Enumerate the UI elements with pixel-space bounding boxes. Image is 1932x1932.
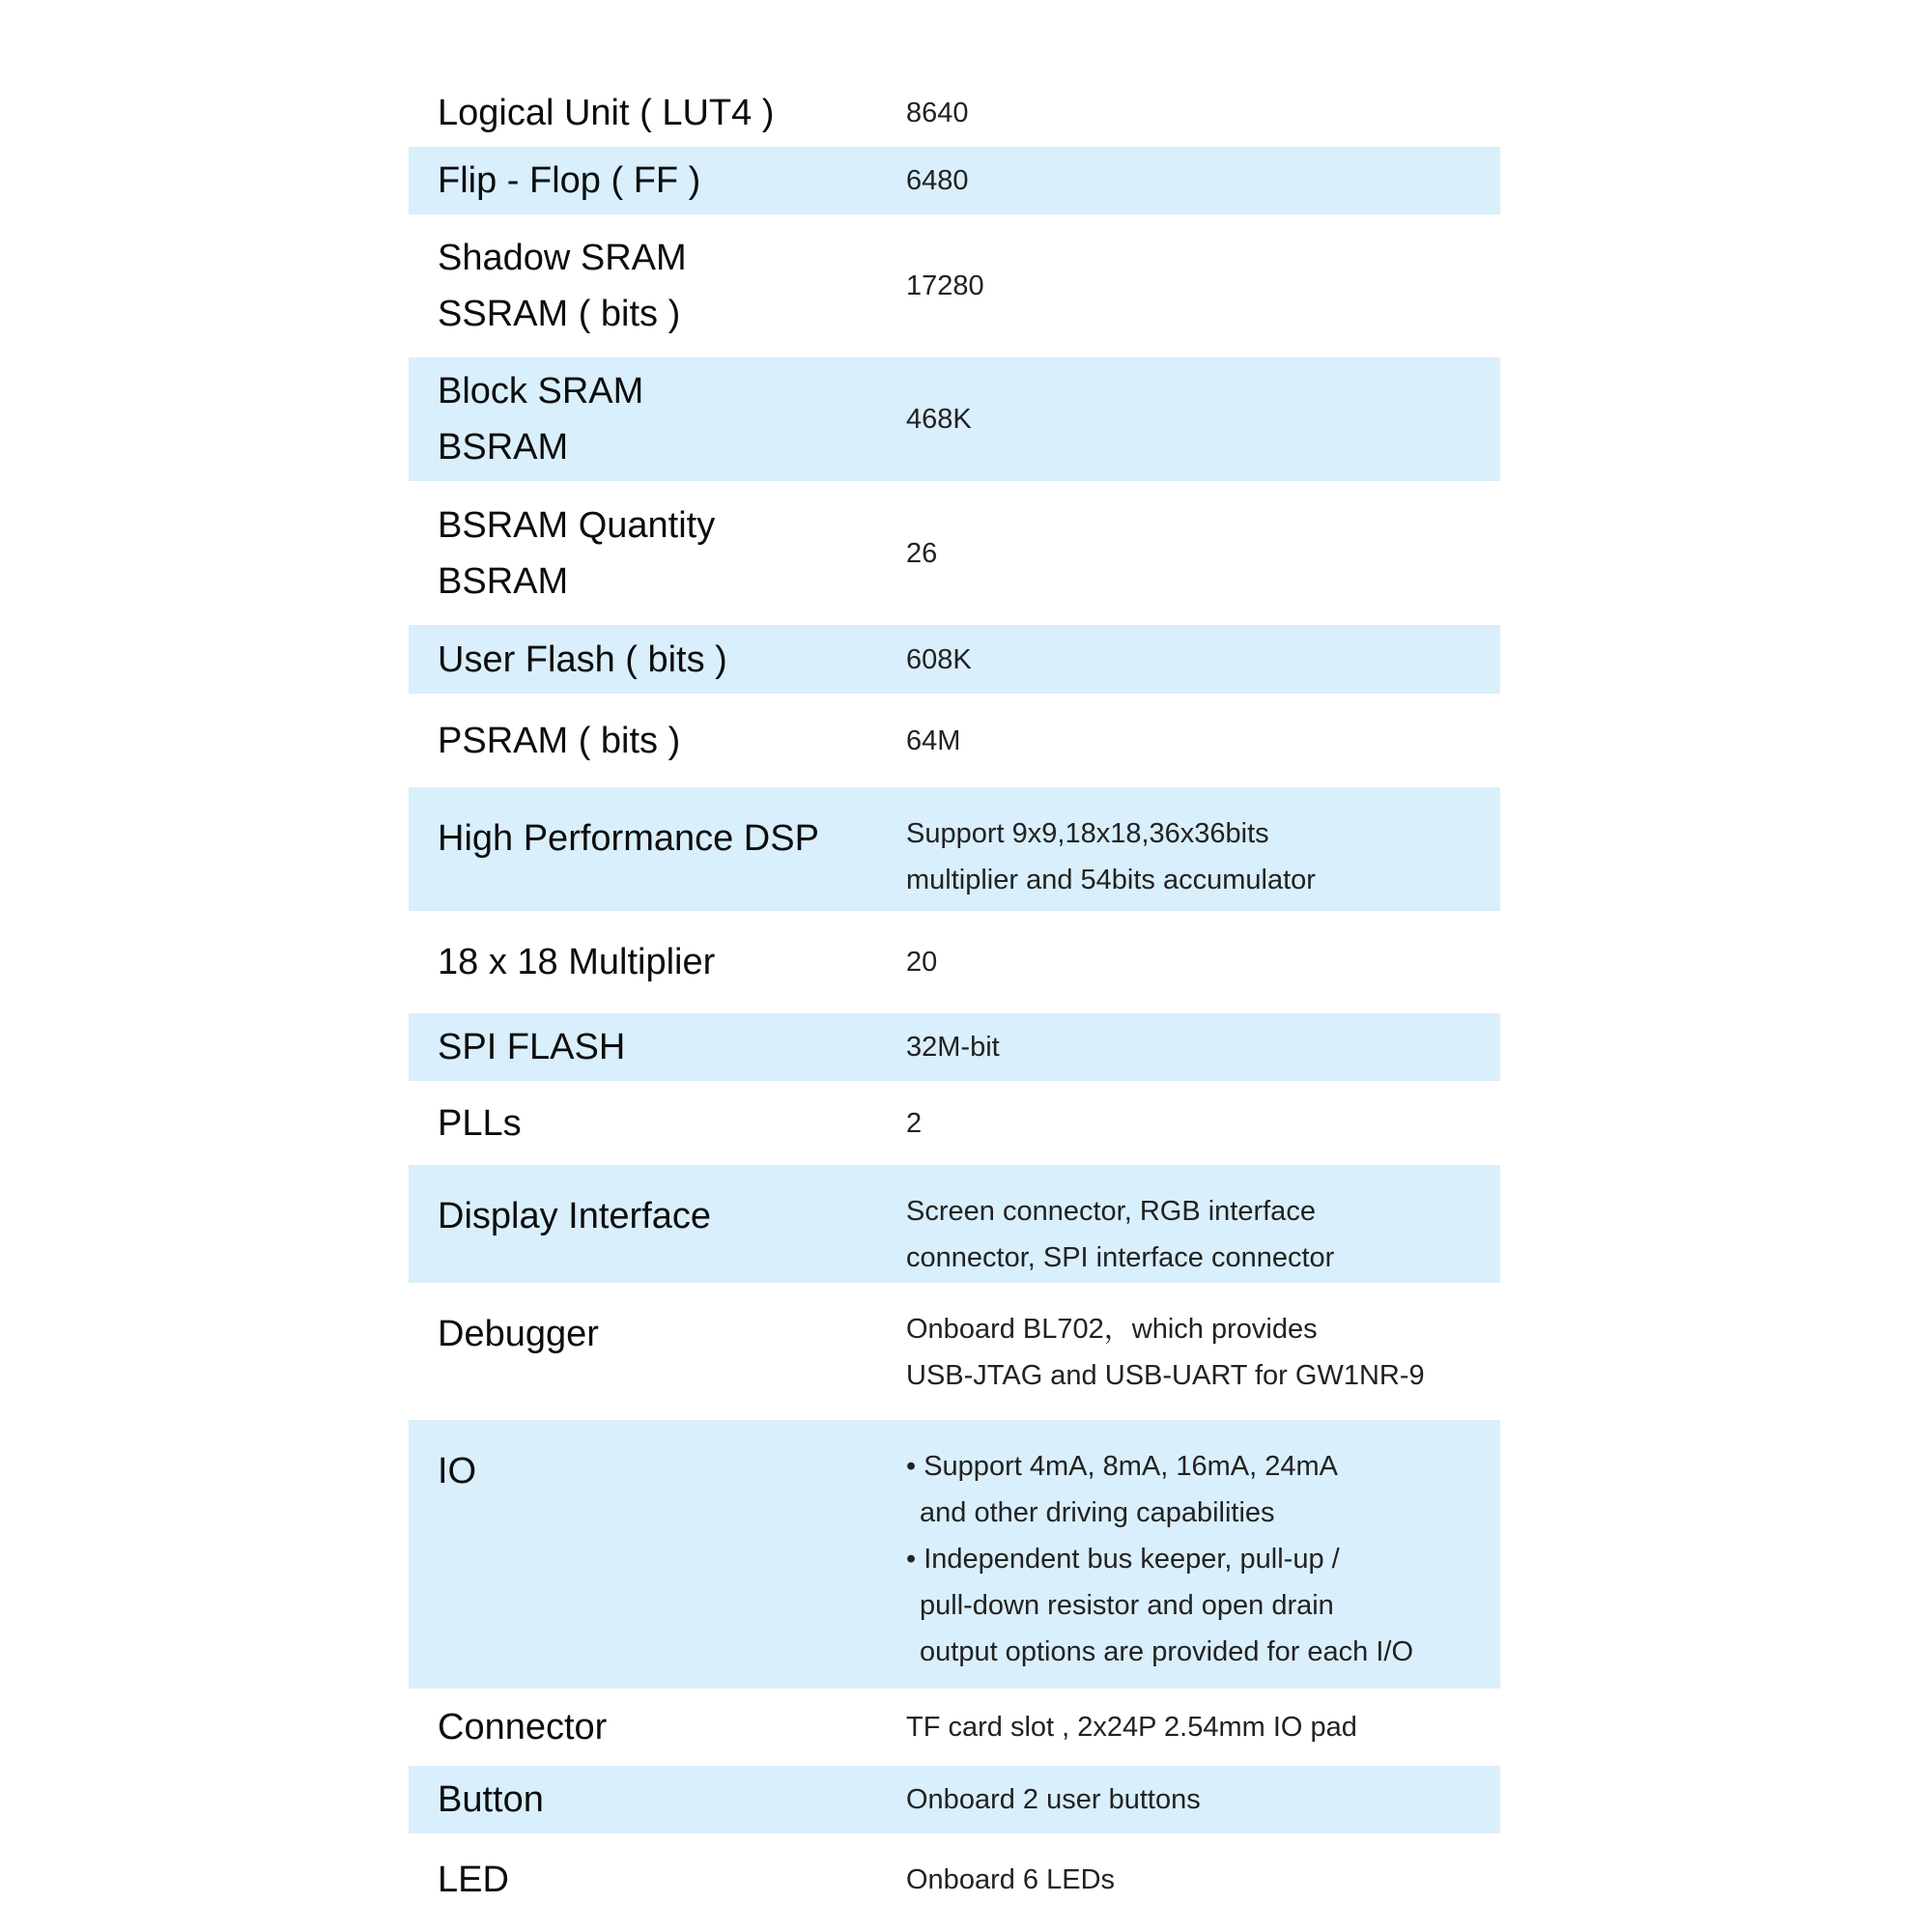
spec-value: 608K <box>906 643 972 675</box>
spec-label: Shadow SRAM SSRAM ( bits ) <box>438 238 687 334</box>
spec-label: PLLs <box>438 1102 522 1144</box>
spec-row-debugger <box>409 1283 1500 1420</box>
spec-value: Onboard 2 user buttons <box>906 1784 1201 1815</box>
spec-label: Debugger <box>438 1314 599 1354</box>
spec-value: Support 9x9,18x18,36x36bits multiplier and 54bits accumulator <box>906 818 1316 895</box>
spec-value: • Support 4mA, 8mA, 16mA, 24mA and other driving capabilities • Independent bus keeper, pull-up / pull-down resistor and open drain output options are provided for each I/O <box>906 1451 1414 1667</box>
spec-label: 18 x 18 Multiplier <box>438 942 716 982</box>
spec-label: Block SRAM BSRAM <box>438 371 644 468</box>
spec-row-flip-flop <box>409 147 1500 214</box>
spec-value: 8640 <box>906 98 969 128</box>
spec-row-io <box>409 1420 1500 1689</box>
spec-value: 32M-bit <box>906 1032 1000 1063</box>
spec-row-psram <box>409 694 1500 787</box>
spec-value: 64M <box>906 724 961 756</box>
spec-label: User Flash ( bits ) <box>438 639 727 680</box>
spec-value: Onboard BL702，which provides USB-JTAG and USB-UART for GW1NR-9 <box>906 1314 1425 1391</box>
spec-label: IO <box>438 1451 477 1492</box>
spec-value: 26 <box>906 537 938 569</box>
spec-value: 468K <box>906 404 972 435</box>
spec-label: Display Interface <box>438 1196 712 1236</box>
spec-row-led <box>409 1833 1500 1926</box>
spec-label: Button <box>438 1779 544 1820</box>
spec-label: Flip - Flop ( FF ) <box>438 160 701 201</box>
spec-value: 20 <box>906 947 938 978</box>
spec-label: LED <box>438 1860 509 1900</box>
spec-value: Screen connector, RGB interface connector, SPI interface connector <box>906 1196 1335 1273</box>
spec-row-lut4 <box>409 79 1500 147</box>
spec-row-bsram-quantity <box>409 481 1500 625</box>
spec-row-display-interface <box>409 1165 1500 1283</box>
spec-value: 2 <box>906 1107 923 1139</box>
spec-table <box>409 79 1500 1926</box>
spec-row-button <box>409 1766 1500 1833</box>
spec-value: 6480 <box>906 165 969 196</box>
spec-row-dsp <box>409 787 1500 911</box>
spec-row-spi-flash <box>409 1013 1500 1081</box>
spec-value: Onboard 6 LEDs <box>906 1864 1116 1895</box>
spec-label: BSRAM Quantity BSRAM <box>438 504 716 602</box>
spec-row-shadow-sram <box>409 214 1500 357</box>
spec-label: SPI FLASH <box>438 1027 626 1067</box>
spec-row-plls <box>409 1081 1500 1165</box>
spec-label: High Performance DSP <box>438 818 819 859</box>
spec-label: Connector <box>438 1707 608 1747</box>
spec-row-user-flash <box>409 625 1500 694</box>
spec-label: Logical Unit ( LUT4 ) <box>438 93 775 133</box>
spec-row-multiplier <box>409 911 1500 1013</box>
spec-row-block-sram <box>409 357 1500 481</box>
spec-value: TF card slot , 2x24P 2.54mm IO pad <box>906 1712 1357 1743</box>
spec-value: 17280 <box>906 270 984 301</box>
spec-row-connector <box>409 1689 1500 1766</box>
spec-label: PSRAM ( bits ) <box>438 720 681 761</box>
